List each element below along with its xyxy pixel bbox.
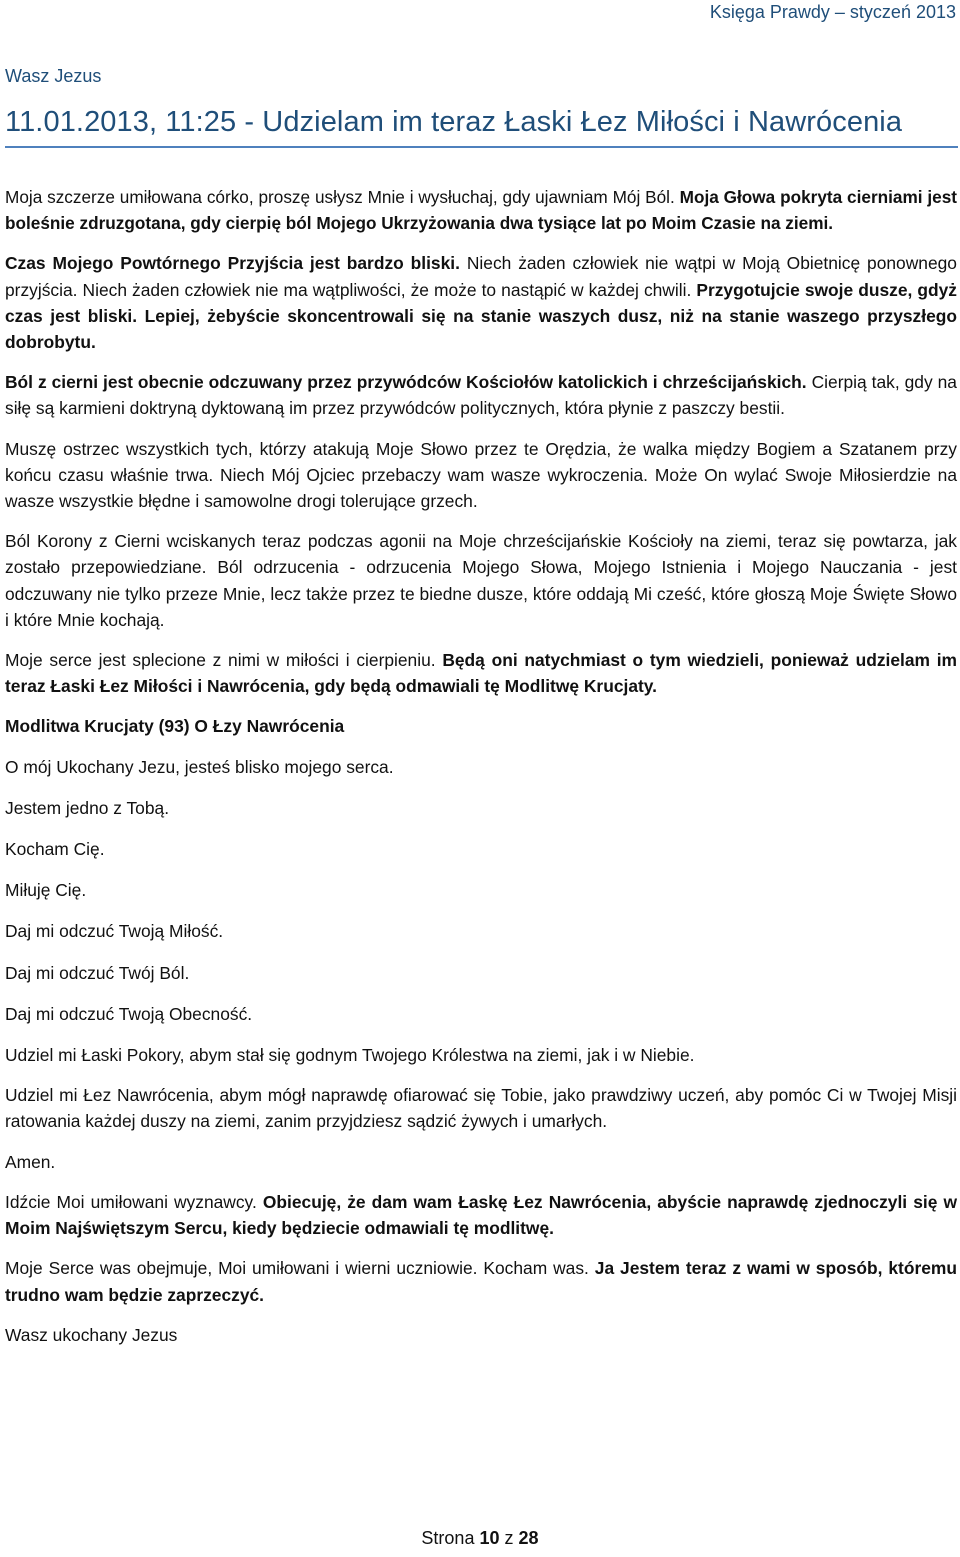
prayer-line: Udziel mi Łaski Pokory, abym stał się godnym Twojego Królestwa na ziemi, jak i w Niebie.	[5, 1045, 695, 1066]
paragraph-3-bold: Ból z cierni jest obecnie odczuwany przez przywódców Kościołów katolickich i chrześcijańskich.	[5, 372, 807, 393]
signature: Wasz ukochany Jezus	[5, 1324, 178, 1345]
paragraph-6	[5, 647, 957, 699]
prayer-title: Modlitwa Krucjaty (93) O Łzy Nawrócenia	[5, 716, 345, 737]
paragraph-7	[5, 1189, 957, 1241]
prayer-line: Udziel mi Łez Nawrócenia, abym mógł naprawdę ofiarować się Tobie, jako prawdziwy uczeń, aby pomóc Ci w Twojej Misji ratowania każdej duszy na ziemi, zanim przyjdziesz sądzić żywych i umarłych.	[5, 1085, 957, 1132]
page-word: Strona	[421, 1528, 475, 1548]
prayer-line: Daj mi odczuć Twój Ból.	[5, 962, 190, 983]
of-word: z	[504, 1528, 514, 1548]
paragraph-1-bold: Moja Głowa pokryta cierniami jest boleśnie zdruzgotana, gdy cierpię ból Mojego Ukrzyżowania dwa tysiące lat po Moim Czasie na ziemi.	[5, 187, 958, 234]
paragraph-3-text: Cierpią tak, gdy na siłę są karmieni doktryną dyktowaną im przez przywódców politycznych, która płynie z paszczy bestii.	[5, 372, 957, 419]
paragraph-1	[5, 184, 957, 236]
paragraph-8-bold: Ja Jestem teraz z wami w sposób, któremu trudno wam będzie zaprzeczyć.	[5, 1258, 957, 1305]
prayer-line: Daj mi odczuć Twoją Miłość.	[5, 921, 224, 942]
page-footer	[0, 1528, 960, 1549]
message-from: Wasz Jezus	[5, 66, 102, 86]
paragraph-4: Muszę ostrzec wszystkich tych, którzy atakują Moje Słowo przez te Orędzia, że walka między Bogiem a Szatanem przy końcu czasu właśnie trwa. Niech Mój Ojciec przebaczy wam wasze wykroczenia. Może On wylać Swoje Miłosierdzie na wasze wszystkie błędne i samowolne drogi tolerujące grzech.	[5, 438, 957, 512]
paragraph-5: Ból Korony z Cierni wciskanych teraz podczas agonii na Moje chrześcijańskie Kościoły na ziemi, teraz się powtarza, jak zostało przepowiedziane. Ból odrzucenia - odrzucenia Mojego Słowa, Mojego Istnienia i Mojego Nauczania - jest odczuwany nie tylko przeze Mnie, lecz także przez te biedne dusze, które oddają Mi cześć, które głoszą Moje Święte Słowo i które Mnie kochają.	[5, 531, 957, 630]
paragraph-8	[5, 1255, 957, 1307]
prayer-amen: Amen.	[5, 1151, 56, 1172]
title-divider	[5, 146, 958, 148]
page-current: 10	[479, 1528, 500, 1548]
paragraph-7-bold: Obiecuję, że dam wam Łaskę Łez Nawrócenia, abyście naprawdę zjednoczyli się w Moim Najświętszym Sercu, kiedy będziecie odmawiali tę modlitwę.	[5, 1191, 957, 1239]
paragraph-1-text: Moja szczerze umiłowana córko, proszę usłysz Mnie i wysłuchaj, gdy ujawniam Mój Ból.	[5, 187, 675, 207]
message-title: 11.01.2013, 11:25 - Udzielam im teraz Łaski Łez Miłości i Nawrócenia	[5, 106, 903, 138]
prayer-line: O mój Ukochany Jezu, jesteś blisko mojego serca.	[5, 756, 394, 777]
paragraph-2-bold: Czas Mojego Powtórnego Przyjścia jest bardzo bliski.	[5, 253, 460, 274]
prayer-line: Daj mi odczuć Twoją Obecność.	[5, 1003, 253, 1024]
paragraph-2-text: Niech żaden człowiek nie wątpi w Moją Obietnicę ponownego przyjścia. Niech żaden człowiek nie ma wątpliwości, że może to nastąpić w każdej chwili.	[5, 253, 957, 300]
paragraph-2-bold-end: Przygotujcie swoje dusze, gdyż czas jest bliski. Lepiej, żebyście skoncentrowali się na stanie waszych dusz, niż na stanie waszego przyszłego dobrobytu.	[5, 279, 957, 353]
paragraph-3	[5, 369, 957, 421]
paragraph-7-text: Idźcie Moi umiłowani wyznawcy.	[5, 1191, 257, 1212]
paragraph-2	[5, 250, 957, 355]
page-total: 28	[518, 1528, 539, 1548]
running-header: Księga Prawdy – styczeń 2013	[709, 2, 956, 22]
message-body	[5, 184, 957, 1362]
prayer-line: Miłuję Cię.	[5, 880, 87, 901]
paragraph-6-bold: Będą oni natychmiast o tym wiedzieli, ponieważ udzielam im teraz Łaski Łez Miłości i Nawrócenia, gdy będą odmawiali tę Modlitwę Krucjaty.	[5, 650, 957, 697]
prayer-line: Jestem jedno z Tobą.	[5, 797, 170, 818]
paragraph-8-text: Moje Serce was obejmuje, Moi umiłowani i wierni uczniowie. Kocham was.	[5, 1258, 589, 1279]
paragraph-6-text: Moje serce jest splecione z nimi w miłości i cierpieniu.	[5, 650, 436, 671]
prayer-line: Kocham Cię.	[5, 839, 105, 860]
